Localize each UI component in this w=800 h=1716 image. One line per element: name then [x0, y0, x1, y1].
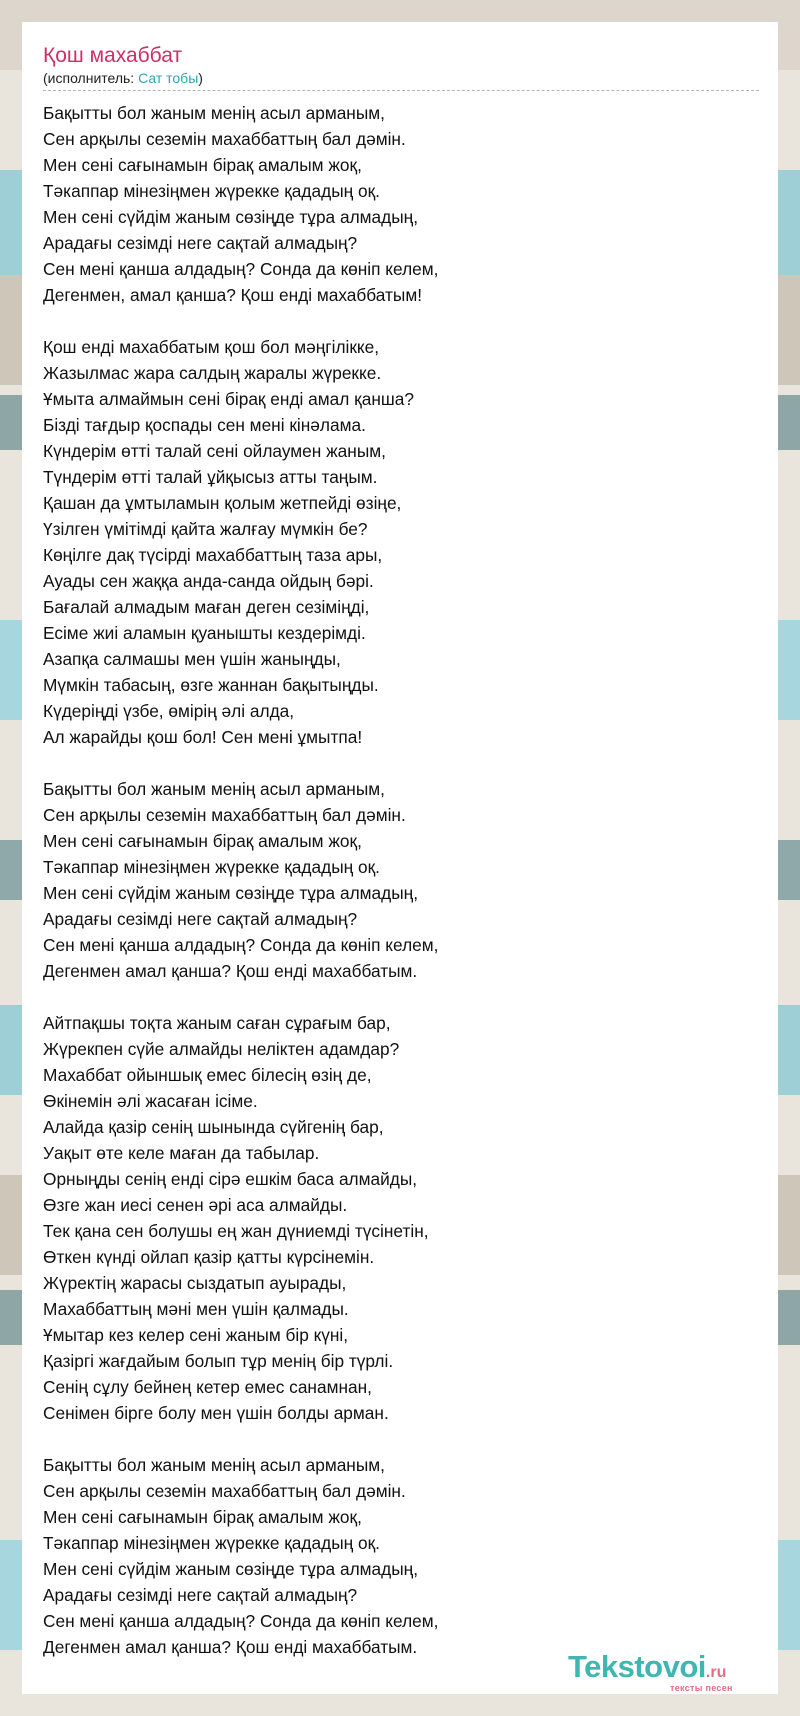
- lyric-line: Мен сені сүйдім жаным сөзіңде тұра алмадың,: [43, 1559, 419, 1579]
- lyric-line: Сенің сұлу бейнең кетер емес санамнан,: [43, 1377, 372, 1397]
- lyric-line: Сен мені қанша алдадың? Сонда да көніп келем,: [43, 1611, 439, 1631]
- lyrics-card: [22, 22, 778, 1694]
- performer-suffix: ): [198, 70, 203, 86]
- lyric-line: Сен арқылы сеземін махаббаттың бал дәмін.: [43, 129, 406, 149]
- lyric-line: Дегенмен амал қанша? Қош енді махаббатым.: [43, 961, 418, 981]
- lyric-line: Тәкаппар мінезіңмен жүрекке қададың оқ.: [43, 1533, 380, 1553]
- lyric-line: Арадағы сезімді неге сақтай алмадың?: [43, 1585, 358, 1605]
- song-title: Қош махаббат: [43, 44, 183, 67]
- lyric-line: Жүректің жарасы сыздатып ауырады,: [43, 1273, 347, 1293]
- lyric-line: Сен арқылы сеземін махаббаттың бал дәмін.: [43, 1481, 406, 1501]
- lyric-line: Ұмытар кез келер сені жаным бір күні,: [43, 1325, 349, 1345]
- lyric-line: Сен мені қанша алдадың? Сонда да көніп келем,: [43, 259, 439, 279]
- performer-line: [43, 69, 759, 91]
- lyric-line: Бақытты бол жаным менің асыл арманым,: [43, 1455, 385, 1475]
- lyrics-stanza: [43, 100, 758, 308]
- logo-tagline: тексты песен: [670, 1683, 733, 1693]
- lyric-line: Жазылмас жара салдың жаралы жүрекке.: [43, 363, 382, 383]
- lyric-line: Тәкаппар мінезіңмен жүрекке қададың оқ.: [43, 857, 380, 877]
- lyric-line: Айтпақшы тоқта жаным саған сұрағым бар,: [43, 1013, 391, 1033]
- lyric-line: Уақыт өте келе маған да табылар.: [43, 1143, 320, 1163]
- lyric-line: Өкінемін әлі жасаған ісіме.: [43, 1091, 258, 1111]
- logo-brand: Tekstovoi: [568, 1649, 706, 1684]
- lyric-line: Ал жарайды қош бол! Сен мені ұмытпа!: [43, 727, 363, 747]
- lyric-line: Мен сені сүйдім жаным сөзіңде тұра алмадың,: [43, 883, 419, 903]
- lyric-line: Түндерім өтті талай ұйқысыз атты таңым.: [43, 467, 378, 487]
- lyrics-stanza: [43, 1010, 758, 1426]
- lyric-line: Махаббаттың мәні мен үшін қалмады.: [43, 1299, 349, 1319]
- lyric-line: Бақытты бол жаным менің асыл арманым,: [43, 779, 385, 799]
- lyric-line: Көңілге дақ түсірді махаббаттың таза ары,: [43, 545, 383, 565]
- lyric-line: Бізді тағдыр қоспады сен мені кінәлама.: [43, 415, 366, 435]
- lyric-line: Үзілген үмітімді қайта жалғау мүмкін бе?: [43, 519, 368, 539]
- lyric-line: Мен сені сағынамын бірақ амалым жоқ,: [43, 1507, 362, 1527]
- lyrics-stanza: [43, 1452, 758, 1660]
- lyric-line: Дегенмен, амал қанша? Қош енді махаббатым!: [43, 285, 423, 305]
- performer-link[interactable]: Сат тобы: [138, 70, 199, 86]
- lyric-line: Тек қана сен болушы ең жан дүниемді түсінетін,: [43, 1221, 429, 1241]
- logo-tld: .ru: [705, 1664, 727, 1681]
- lyric-line: Орныңды сенің енді сірә ешкім баса алмайды,: [43, 1169, 418, 1189]
- performer-prefix: (исполнитель:: [43, 70, 139, 86]
- lyric-line: Арадағы сезімді неге сақтай алмадың?: [43, 233, 358, 253]
- lyric-line: Өзге жан иесі сенен әрі аса алмайды.: [43, 1195, 348, 1215]
- lyric-line: Күдеріңді үзбе, өмірің әлі алда,: [43, 701, 295, 721]
- lyric-line: Сен мені қанша алдадың? Сонда да көніп келем,: [43, 935, 439, 955]
- lyric-line: Бағалай алмадым маған деген сезіміңді,: [43, 597, 370, 617]
- tekstovoi-logo[interactable]: [568, 1650, 778, 1694]
- lyric-line: Жүрекпен сүйе алмайды неліктен адамдар?: [43, 1039, 400, 1059]
- lyric-line: Бақытты бол жаным менің асыл арманым,: [43, 103, 385, 123]
- lyric-line: Қазіргі жағдайым болып тұр менің бір түрлі.: [43, 1351, 394, 1371]
- lyric-line: Ауады сен жаққа анда-санда ойдың бәрі.: [43, 571, 374, 591]
- lyric-line: Мүмкін табасың, өзге жаннан бақытыңды.: [43, 675, 379, 695]
- lyric-line: Өткен күнді ойлап қазір қатты күрсінемін.: [43, 1247, 375, 1267]
- lyric-line: Мен сені сүйдім жаным сөзіңде тұра алмадың,: [43, 207, 419, 227]
- lyric-line: Ұмыта алмаймын сені бірақ енді амал қанша?: [43, 389, 414, 409]
- lyrics-stanza: [43, 776, 758, 984]
- lyric-line: Сенімен бірге болу мен үшін болды арман.: [43, 1403, 389, 1423]
- lyric-line: Есіме жиі аламын қуанышты кездерімді.: [43, 623, 366, 643]
- lyric-line: Мен сені сағынамын бірақ амалым жоқ,: [43, 155, 362, 175]
- lyrics-body: [43, 100, 758, 1660]
- lyric-line: Күндерім өтті талай сені ойлаумен жаным,: [43, 441, 386, 461]
- lyric-line: Арадағы сезімді неге сақтай алмадың?: [43, 909, 358, 929]
- lyric-line: Махаббат ойыншық емес білесің өзің де,: [43, 1065, 372, 1085]
- lyric-line: Сен арқылы сеземін махаббаттың бал дәмін.: [43, 805, 406, 825]
- lyric-line: Қош енді махаббатым қош бол мәңгілікке,: [43, 337, 380, 357]
- lyric-line: Дегенмен амал қанша? Қош енді махаббатым.: [43, 1637, 418, 1657]
- lyric-line: Қашан да ұмтыламын қолым жетпейді өзіңе,: [43, 493, 402, 513]
- lyric-line: Мен сені сағынамын бірақ амалым жоқ,: [43, 831, 362, 851]
- lyric-line: Тәкаппар мінезіңмен жүрекке қададың оқ.: [43, 181, 380, 201]
- lyric-line: Азапқа салмашы мен үшін жаныңды,: [43, 649, 341, 669]
- lyric-line: Алайда қазір сенің шынында сүйгенің бар,: [43, 1117, 384, 1137]
- lyrics-stanza: [43, 334, 758, 750]
